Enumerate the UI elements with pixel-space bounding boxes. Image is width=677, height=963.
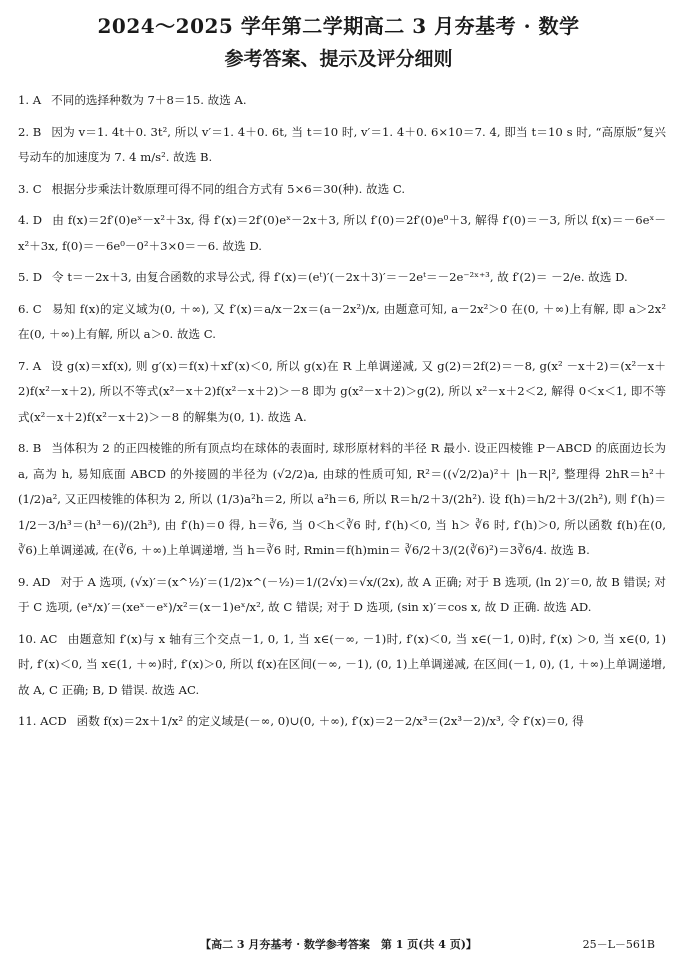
answer-item [18,208,666,259]
answer-explanation: 由题意知 f′(x)与 x 轴有三个交点－1, 0, 1, 当 x∈(－∞, －1)时, f′(x)＜0, 当 x∈(－1, 0)时, f′(x) ＞0, 当 x∈(0, 1)时, f′(x)＜0, 当 x∈(1, ＋∞)时, f′(x)＞0, 所以 f(x)在区间(－∞, －1), (0, 1)上单调递减, 在区间(－1, 0), (1, ＋∞)上单调递增, 故 A, C 正确; B, D 错误. 故选 AC. [18,631,666,697]
answer-explanation: 对于 A 选项, (√x)′＝(x^½)′＝(1/2)x^(－½)＝1/(2√x)＝√x/(2x), 故 A 正确; 对于 B 选项, (ln 2)′＝0, 故 B 错误; 对于 C 选项, (eˣ/x)′＝(xeˣ－eˣ)/x²＝(x－1)eˣ/x², 故 C 错误; 对于 D 选项, (sin x)′＝cos x, 故 D 正确. 故选 AD. [18,574,666,614]
answer-explanation: 易知 f(x)的定义域为(0, ＋∞), 又 f′(x)＝a/x－2x＝(a－2x²)/x, 由题意可知, a－2x²＞0 在(0, ＋∞)上有解, 即 a＞2x² 在(0, ＋∞)上有解, 所以 a＞0. 故选 C. [18,301,666,341]
footer-document-code: 25－L－561B [582,938,655,951]
answer-explanation: 设 g(x)＝xf(x), 则 g′(x)＝f(x)＋xf′(x)＜0, 所以 g(x)在 R 上单调递减, 又 g(2)＝2f(2)＝－8, g(x² －x＋2)＝(x²－x＋2)f(x²－x＋2), 所以不等式(x²－x＋2)f(x²－x＋2)＞－8 即为 g(x²－x＋2)＞g(2), 所以 x²－x＋2＜2, 解得 0＜x＜1, 即不等式(x²－x＋2)f(x²－x＋2)＞－8 的解集为(0, 1). 故选 A. [18,358,666,424]
answer-item [18,627,666,704]
answer-item [18,120,666,171]
answer-item [18,297,666,348]
answer-explanation: 不同的选择种数为 7＋8＝15. 故选 A. [51,93,247,107]
answer-explanation: 函数 f(x)＝2x＋1/x² 的定义域是(－∞, 0)∪(0, ＋∞), f′(x)＝2－2/x³＝(2x³－2)/x³, 令 f′(x)＝0, 得 [76,714,584,728]
answer-item [18,570,666,621]
document-title: 2024～2025 学年第二学期高二 3 月夯基考 · 数学 [97,14,580,38]
answer-number: 4. D [18,213,43,227]
footer-page-info: 【高二 3 月夯基考 · 数学参考答案 第 1 页(共 4 页)】 [200,938,477,951]
answer-explanation: 当体积为 2 的正四棱锥的所有顶点均在球体的表面时, 球形原材料的半径 R 最小. 设正四棱锥 P－ABCD 的底面边长为 a, 高为 h, 易知底面 ABCD 的外接圆的半径为 (√2/2)a, 由球的性质可知, R²＝((√2/2)a)²＋ |h－R|², 整理得 2hR＝h²＋(1/2)a², 又正四棱锥的体积为 2, 所以 (1/3)a²h＝2, 所以 a²h＝6, 所以 R＝h/2＋3/(2h²). 设 f(h)＝h/2＋3/(2h²), 则 f′(h)＝1/2－3/h³＝(h³－6)/(2h³), 由 f′(h)＝0 得, h＝∛6, 当 0＜h＜∛6 时, f′(h)＜0, 当 h＞ ∛6 时, f′(h)＞0, 所以函数 f(h)在(0, ∛6)上单调递减, 在(∛6, ＋∞)上单调递增, 当 h＝∛6 时, Rmin＝f(h)min＝ ∛6/2＋3/(2(∛6)²)＝3∛6/4. 故选 B. [18,441,666,557]
document-subtitle: 参考答案、提示及评分细则 [224,48,453,70]
answer-number: 11. ACD [18,714,67,728]
answer-number: 5. D [18,270,43,284]
answer-number: 3. C [18,181,42,196]
answer-item [18,177,666,203]
answer-explanation: 根据分步乘法计数原理可得不同的组合方式有 5×6＝30(种). 故选 C. [51,181,406,196]
answer-item [18,88,666,114]
answer-number: 7. A [18,358,42,373]
answer-number: 2. B [18,124,42,139]
answer-number: 8. B [18,441,42,455]
answer-item [18,265,666,291]
answer-number: 6. C [18,301,42,316]
answer-explanation: 由 f(x)＝2f′(0)eˣ－x²＋3x, 得 f′(x)＝2f′(0)eˣ－2x＋3, 所以 f′(0)＝2f′(0)e⁰＋3, 解得 f′(0)＝－3, 所以 f(x)＝－6eˣ－x²＋3x, f(0)＝－6e⁰－0²＋3×0＝－6. 故选 D. [18,213,666,253]
answer-explanation: 因为 v＝1. 4t＋0. 3t², 所以 v′＝1. 4＋0. 6t, 当 t＝10 时, v′＝1. 4＋0. 6×10＝7. 4, 即当 t＝10 s 时, “高原版”复兴号动车的加速度为 7. 4 m/s². 故选 B. [18,124,666,164]
answer-item [18,354,666,431]
answer-item [18,436,666,564]
answer-list [18,88,666,741]
answer-number: 1. A [18,93,42,107]
answer-item [18,709,666,735]
answer-number: 10. AC [18,631,58,646]
answer-number: 9. AD [18,574,51,589]
answer-explanation: 令 t＝－2x＋3, 由复合函数的求导公式, 得 f′(x)＝(eᵗ)′(－2x＋3)′＝－2eᵗ＝－2e⁻²ˣ⁺³, 故 f′(2)＝ －2/e. 故选 D. [52,270,628,284]
